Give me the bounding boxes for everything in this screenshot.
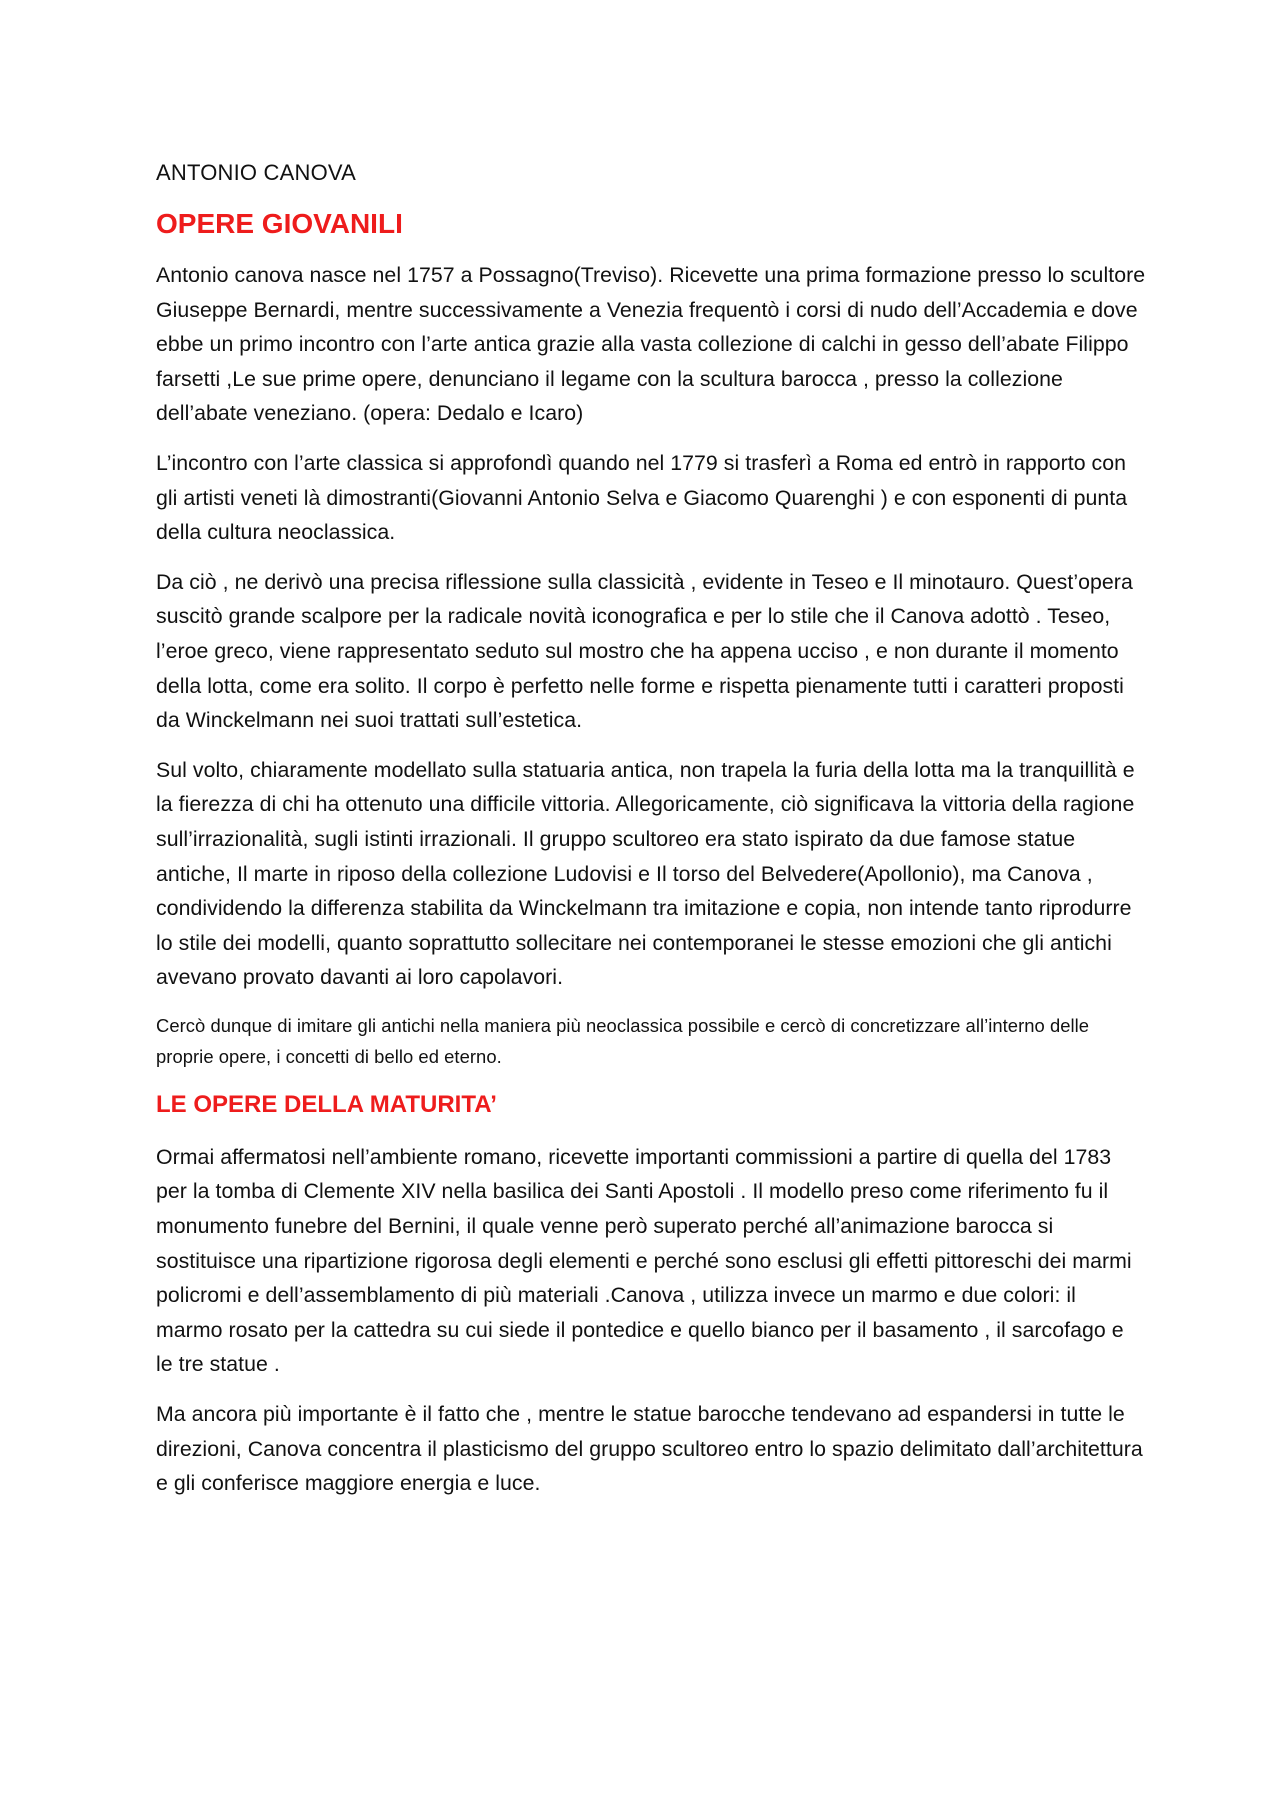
- paragraph: Da ciò , ne derivò una precisa riflessione sulla classicità , evidente in Teseo e Il minotauro. Quest’opera suscitò grande scalpore per la radicale novità iconografica e per lo stile che il Canova adottò . Teseo, l’eroe greco, viene rappresentato seduto sul mostro che ha appena ucciso , e non durante il momento della lotta, come era solito. Il corpo è perfetto nelle forme e rispetta pienamente tutti i caratteri proposti da Winckelmann nei suoi trattati sull’estetica.: [156, 569, 1133, 733]
- paragraph: L’incontro con l’arte classica si approfondì quando nel 1779 si trasferì a Roma ed entrò in rapporto con gli artisti veneti là dimostranti(Giovanni Antonio Selva e Giacomo Quarenghi ) e con esponenti di punta della cultura neoclassica.: [156, 450, 1128, 545]
- paragraph-small: Cercò dunque di imitare gli antichi nella maniera più neoclassica possibile e cercò di concretizzare all’interno delle proprie opere, i concetti di bello ed eterno.: [156, 1014, 1090, 1067]
- section-heading-opere-maturita: LE OPERE DELLA MATURITA’: [156, 1090, 497, 1118]
- document-page: [156, 158, 1146, 1516]
- paragraph: Ma ancora più importante è il fatto che , mentre le statue barocche tendevano ad espandersi in tutte le direzioni, Canova concentra il plasticismo del gruppo scultoreo entro lo spazio delimitato dall’architettura e gli conferisce maggiore energia e luce.: [156, 1402, 1143, 1496]
- paragraph: Sul volto, chiaramente modellato sulla statuaria antica, non trapela la furia della lotta ma la tranquillità e la fierezza di chi ha ottenuto una difficile vittoria. Allegoricamente, ciò significava la vittoria della ragione sull’irrazionalità, sugli istinti irrazionali. Il gruppo scultoreo era stato ispirato da due famose statue antiche, Il marte in riposo della collezione Ludovisi e Il torso del Belvedere(Apollonio), ma Canova , condividendo la differenza stabilita da Winckelmann tra imitazione e copia, non intende tanto riprodurre lo stile dei modelli, quanto soprattutto sollecitare nei contemporanei le stesse emozioni che gli antichi avevano provato davanti ai loro capolavori.: [156, 757, 1135, 990]
- paragraph: Ormai affermatosi nell’ambiente romano, ricevette importanti commissioni a partire di quella del 1783 per la tomba di Clemente XIV nella basilica dei Santi Apostoli . Il modello preso come riferimento fu il monumento funebre del Bernini, il quale venne però superato perché all’animazione barocca si sostituisce una ripartizione rigorosa degli elementi e perché sono esclusi gli effetti pittoreschi dei marmi policromi e dell’assemblamento di più materiali .Canova , utilizza invece un marmo e due colori: il marmo rosato per la cattedra su cui siede il pontedice e quello bianco per il basamento , il sarcofago e le tre statue .: [156, 1144, 1132, 1377]
- section-heading-opere-giovanili: OPERE GIOVANILI: [156, 208, 403, 239]
- document-title: ANTONIO CANOVA: [156, 160, 357, 185]
- paragraph: Antonio canova nasce nel 1757 a Possagno(Treviso). Ricevette una prima formazione presso lo scultore Giuseppe Bernardi, mentre successivamente a Venezia frequentò i corsi di nudo dell’Accademia e dove ebbe un primo incontro con l’arte antica grazie alla vasta collezione di calchi in gesso dell’abate Filippo farsetti ,Le sue prime opere, denunciano il legame con la scultura barocca , presso la collezione dell’abate veneziano. (opera: Dedalo e Icaro): [156, 263, 1146, 426]
